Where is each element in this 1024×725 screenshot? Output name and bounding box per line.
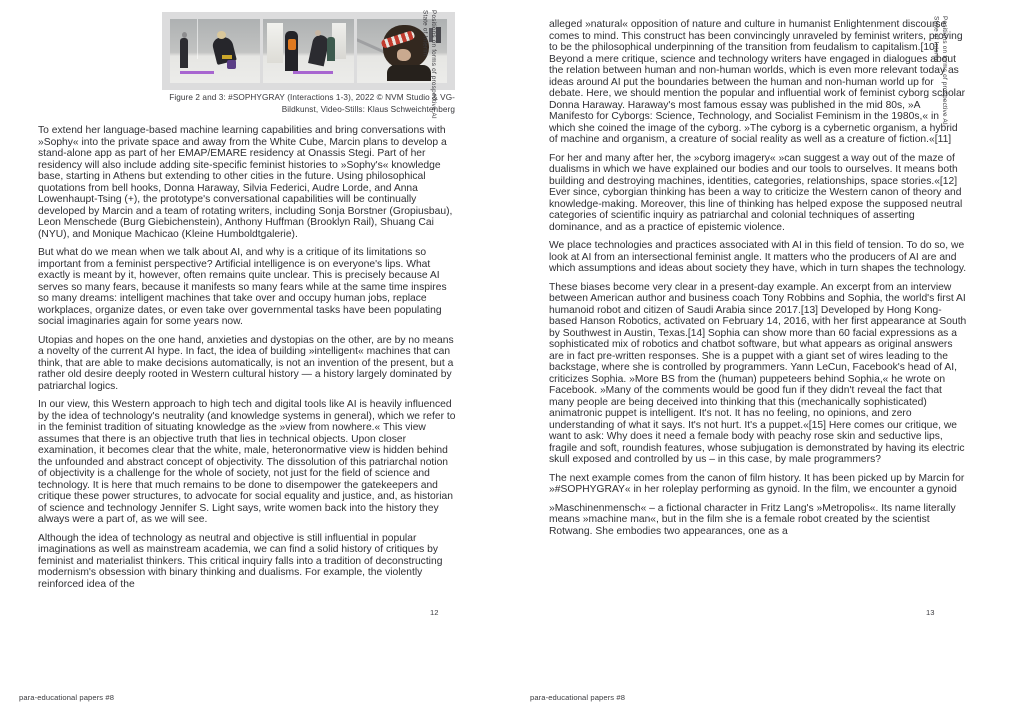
paragraph: In our view, this Western approach to high tech and digital tools like AI is heavily influenced by the idea of technology's neutrality (and knowledge systems in general), which we refer to in the feminist tradition of situating knowledge as the »view from nowhere.« This view assumes that there is an objective truth that lies in technical objects. Upon closer examination, it becomes clear that the white, male, heteronormative view is hidden behind the unfounded and abstract concept of objectivity. The dissolution of this patriarchal notion of objectivity is a challenge for the whole of society, not just for the field of science and technology. It is here that much remains to be done to disempower the gatekeepers and critique these power structures, to advocate for social equality and justice, and, as historian of science and technology Jennifer S. Light says, write women back into the history they always were a part of, as we will see. xyxy=(38,399,456,525)
paragraph: »Maschinenmensch« – a fictional character in Fritz Lang's »Metropolis«. Its name literally means »machine man«, but in the film she is a female robot created by the scientist Rotwang. She embodies two appearances, one as a xyxy=(549,502,956,537)
paragraph: Utopias and hopes on the one hand, anxieties and dystopias on the other, are by no means a novelty of the current AI hype. In fact, the idea of building »intelligent« machines that can think, that are able to make decisions automatically, is not an invention of the present, but a rather old desire deeply rooted in Western cultural history — a history largely dominated by patriarchal logics. xyxy=(38,334,454,392)
running-head-title: State of Interim xyxy=(421,10,429,57)
figure-caption-line-1: Figure 2 and 3: #SOPHYGRAY (Interactions 1-3), 2022 © NVM Studio & VG- xyxy=(169,93,455,102)
paragraph: But what do we mean when we talk about AI, and why is a critique of its limitations so important from a feminist perspective? Artificial intelligence is on everyone's lips. What exactly is meant by it, however, often remains quite unclear. This is precisely because AI serves so many fears, because it manifests so many fears while at the same time inspires so many dreams: intelligent machines that take over and occupy human jobs, replace workplaces, organize dates, or even take over governmental tasks have been populating social imaginaries again for some years now. xyxy=(38,247,447,327)
figure-photo-1 xyxy=(170,19,260,83)
orange-backpack xyxy=(288,39,296,50)
paragraph: alleged »natural« opposition of nature and culture in humanist Enlightenment discourse comes to mind. This construct has been convincingly unraveled by feminist writers, proving to be the philosophical underpinning of the transition from feudalism to capitalism.[10] Beyond a mere critique, science and technology writers have engaged in dialogues about the relation between human and non-human worlds, which is even more relevant today as ideas around AI put the boundaries between the human and non-human world up for debate. Here, we should mention the popular and influential work of feminist cyborg scholar Donna Haraway. Haraway's most famous essay was published in the mid 80s, »A Manifesto for Cyborgs: Science, Technology, and Socialist Feminism in the 1980s,« in which she coined the image of the cyborg. »The cyborg is a cybernetic organism, a hybrid of machine and organism, a creature of social reality as well as a creature of fiction.«[11] xyxy=(549,19,966,145)
figure-caption-line-2: Bildkunst, Video-Stills: Klaus Schweichtenberg xyxy=(281,104,455,114)
paragraph: These biases become very clear in a present-day example. An excerpt from an interview between American author and business coach Tony Robbins and Sophia, the world's first AI humanoid robot and citizen of Saudi Arabia since 2017.[13] Developed by Hong Kong-based Hanson Robotics, activated on February 14, 2016, with her first appearance at South by Southwest in Austin, Texas.[14] Sophia can show more than 60 facial expressions as a sophisticated mix of robotics and chatbot software, but what appears as original answers are in fact pre-written responses. She is a puppet with a giant set of wires leading to the backstage, where she is controlled by programmers. Yann LeCun, Facebook's head of AI, criticizes Sophia. »More BS from the (human) puppeteers behind Sophia,« he wrote on Facebook. »Many of the comments would be good fun if they didn't reveal the fact that many people are being deceived into thinking that this (mechanically sophisticated) animatronic puppet is intelligent. It's not. It has no feeling, no opinions, and zero understanding of what it says. It's not hurt. It's a puppet.«[15] Here comes our critique, we want to ask: Why does it need a female body with peachy rose skin and seductive lips, fragile and soft, roundish features, whose subjugation is demonstrated by having its electric skull exposed and controlled by us – in this case, by male programmers? xyxy=(549,281,967,465)
left-text-column xyxy=(38,125,458,597)
right-text-column xyxy=(549,19,967,544)
figure-photo-2 xyxy=(263,19,353,83)
paragraph: For her and many after her, the »cyborg imagery« »can suggest a way out of the maze of dualisms in which we have explained our bodies and our tools to ourselves. It means both building and destroying machines, identities, categories, relationships, space stories.«[12] Ever since, cyborgian thinking has been a way to criticize the Western canon of theory and knowledge-making. Moreover, this line of thinking has helped expose the supposed neutral categories of scientific inquiry as patriarchal and colonial techniques of asserting dominance, and as a practice of epistemic violence. xyxy=(549,152,963,233)
running-head-subtitle: Positions on forms of prospective AI xyxy=(941,16,948,125)
paragraph: Although the idea of technology as neutral and objective is still influential in popular imaginations as well as mainstream academia, we can find a solid history of critiques by feminist and materialist thinkers. This critical inquiry falls into a tradition of deconstructing modernism's obsession with binary thinking and dualisms. For example, the violently reinforced idea of the xyxy=(38,532,443,590)
paragraph: We place technologies and practices associated with AI in this field of tension. To do so, we look at AI from an intersectional feminist angle. It matters who the producers of AI are and which assumptions and ideas about society they have, which in turn shapes the technology. xyxy=(549,240,967,274)
page-number-left: 12 xyxy=(430,608,439,617)
footer-left: para-educational papers #8 xyxy=(19,693,115,702)
footer-right: para-educational papers #8 xyxy=(530,693,626,702)
person-silhouette xyxy=(180,38,188,68)
paragraph: To extend her language-based machine learning capabilities and bring conversations with »Sophy« into the private space and away from the White Cube, Marcin plans to develop a stand-alone app as part of her EMAP/EMARE residency at Onassis Stegi. Part of her residency will also include adding site-specific feminist histories to »Sophy's« knowledge base, starting in Athens but extending to other cities in the future. Using philosophical quotations from bell hooks, Donna Haraway, Silvia Federici, Audre Lorde, and Anna Lowenhaupt-Tsing (+), the prototype's conversational capabilities will be continually developed by Marcin and a team of rotating writers, including Sonja Borstner (Gropiusbau), Leon Menschede (Burg Giebichenstein), Anthony Huffman (Brooklyn Rail), Shuang Cai (NYU), and Monique Machicao (Kleine Humboldtgalerie). xyxy=(38,125,453,240)
running-head-left xyxy=(420,10,437,119)
paragraph: The next example comes from the canon of film history. It has been picked up by Marcin for »#SOPHYGRAY« in her roleplay performing as gynoid. In the film, we encounter a gynoid xyxy=(549,472,965,495)
person-silhouette xyxy=(285,31,298,71)
running-head-subtitle: Positions on forms of prospective AI xyxy=(430,10,437,119)
overlay-text-purple xyxy=(180,71,214,74)
running-head-title: State of Interim xyxy=(932,16,940,63)
figure-image-strip xyxy=(162,12,455,90)
page-number-right: 13 xyxy=(926,608,935,617)
overlay-text-purple xyxy=(293,71,333,74)
figure-caption xyxy=(155,92,455,115)
